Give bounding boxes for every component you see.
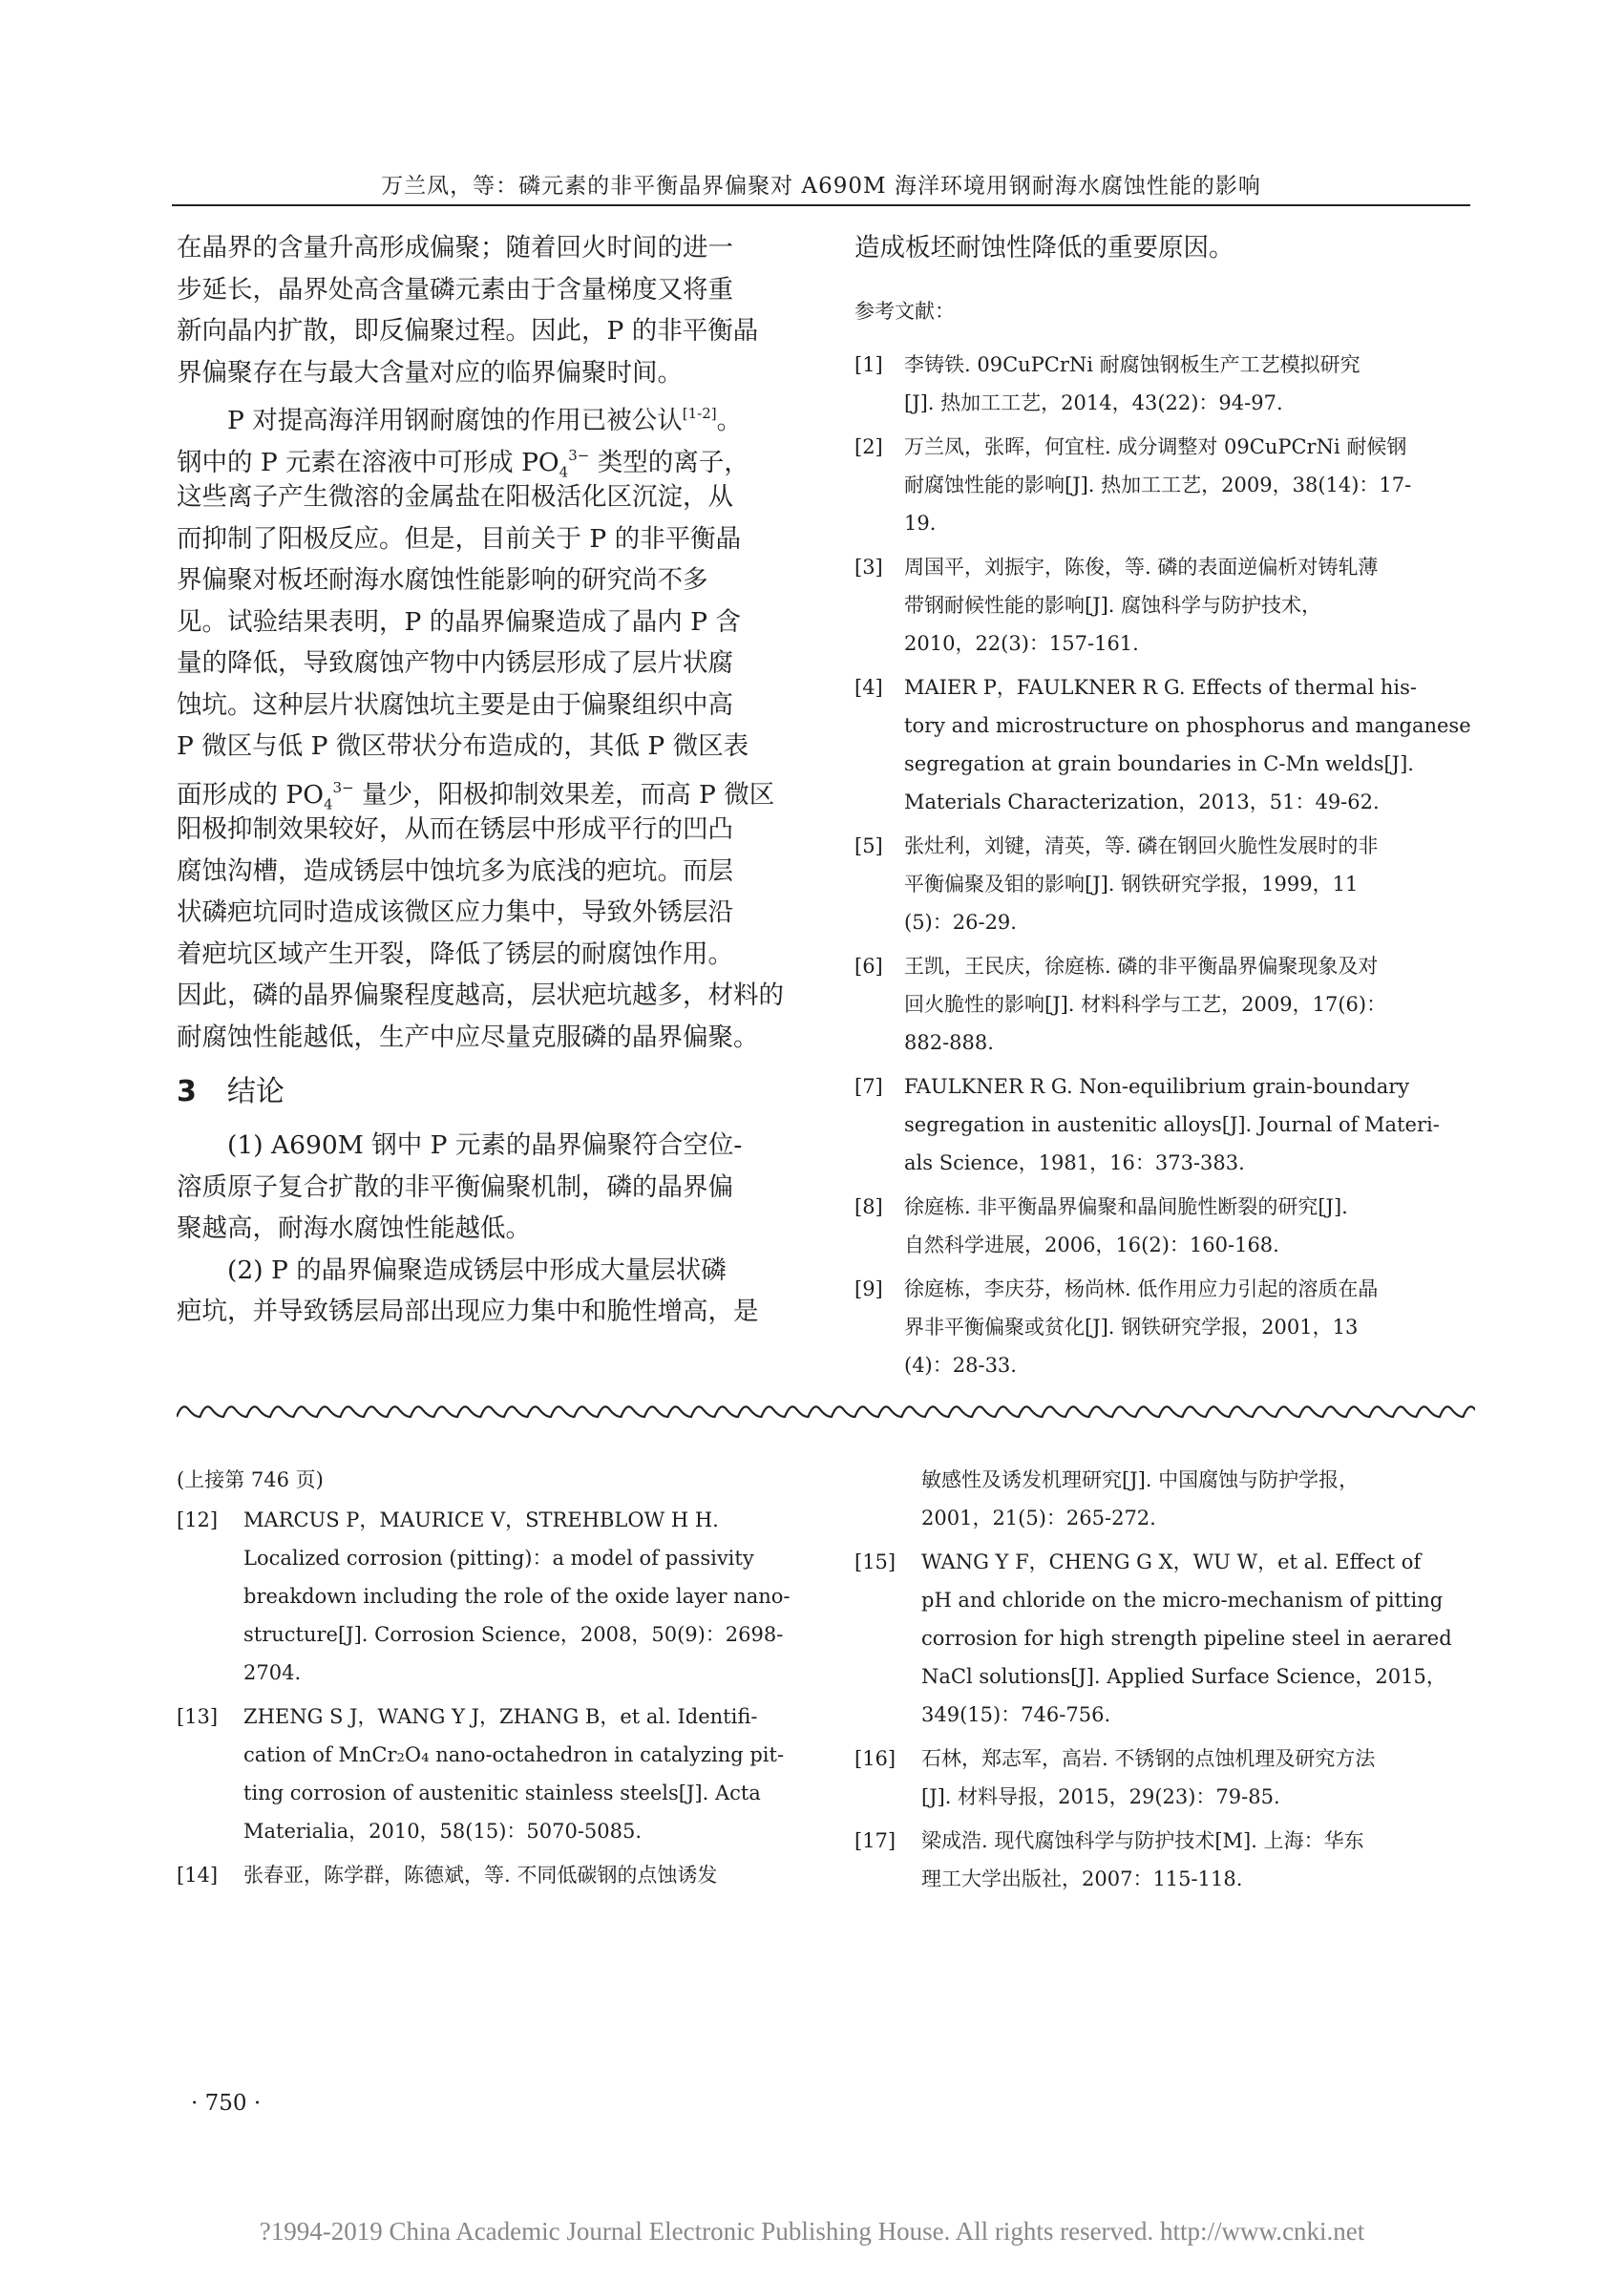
reference-line: cation of MnCr₂O₄ nano-octahedron in catalyzing pit- (243, 1743, 785, 1766)
reference-line: 石林，郑志军，高岩. 不锈钢的点蚀机理及研究方法 (921, 1747, 1376, 1770)
reference-line: 张春亚，陈学群，陈德斌，等. 不同低碳钢的点蚀诱发 (243, 1864, 718, 1887)
reference-line: 2010，22(3)：157-161. (904, 631, 1139, 655)
reference-text (904, 668, 1475, 821)
reference-item (854, 1270, 1475, 1384)
reference-number: [4] (854, 675, 883, 699)
reference-line: WANG Y F，CHENG G X，WU W，et al. Effect of (921, 1550, 1422, 1573)
reference-item (854, 1067, 1475, 1182)
reference-line: segregation at grain boundaries in C-Mn welds[J]. (904, 751, 1414, 775)
reference-line: NaCl solutions[J]. Applied Surface Science，2015， (921, 1665, 1446, 1688)
reference-text (243, 1698, 807, 1850)
text-line: 腐蚀沟槽，造成锈层中蚀坑多为底浅的疤坑。而层 (177, 855, 733, 886)
reference-text (243, 1856, 807, 1894)
reference-line: ting corrosion of austenitic stainless steels[J]. Acta (243, 1782, 761, 1804)
reference-number: [1] (854, 352, 883, 376)
reference-number: [15] (854, 1550, 896, 1573)
text-line: 界偏聚对板坯耐海水腐蚀性能影响的研究尚不多 (177, 565, 708, 595)
lower-right-column (854, 1461, 1475, 1904)
reference-line: 徐庭栋. 非平衡晶界偏聚和晶间脆性断裂的研究[J]. (904, 1194, 1348, 1218)
reference-line: MAIER P，FAULKNER R G. Effects of thermal his- (904, 675, 1417, 699)
reference-number: [6] (854, 954, 883, 978)
reference-item (854, 428, 1475, 542)
reference-line: segregation in austenitic alloys[J]. Journal of Materi- (904, 1112, 1440, 1136)
reference-line: 耐腐蚀性能的影响[J]. 热加工工艺，2009，38(14)：17- (904, 473, 1412, 496)
reference-text (921, 1461, 1475, 1537)
text-line: 这些离子产生微溶的金属盐在阳极活化区沉淀，从 (177, 482, 733, 512)
text-line: 聚越高，耐海水腐蚀性能越低。 (177, 1213, 531, 1243)
reference-line: 2704. (243, 1661, 302, 1684)
conclusion-1 (177, 1125, 807, 1250)
reference-number: [7] (854, 1074, 883, 1098)
subscript: 4 (323, 794, 333, 812)
header-rule (172, 204, 1470, 206)
reference-line: Materialia，2010，58(15)：5070-5085. (243, 1820, 643, 1843)
text-segment: 类型的离子， (589, 447, 749, 477)
text-segment: 。 (716, 406, 743, 435)
reference-line: (5)：26-29. (904, 910, 1017, 934)
reference-number-spacer (854, 1461, 921, 1537)
reference-item (854, 1822, 1475, 1898)
reference-text (904, 428, 1475, 542)
reference-item (177, 1698, 807, 1850)
running-header: 万兰凤，等：磷元素的非平衡晶界偏聚对 A690M 海洋环境用钢耐海水腐蚀性能的影响 (381, 174, 1261, 199)
reference-line: [J]. 热加工工艺，2014，43(22)：94-97. (904, 390, 1283, 414)
text-line: 在晶界的含量升高形成偏聚；随着回火时间的进一 (177, 233, 733, 263)
page-number: · 750 · (191, 2091, 262, 2116)
text-segment: 面形成的 PO (177, 779, 324, 810)
reference-item (854, 1188, 1475, 1264)
right-column (854, 227, 1475, 1390)
text-line: P 微区与低 P 微区带状分布造成的，其低 P 微区表 (177, 731, 749, 761)
section-heading (177, 1071, 807, 1113)
reference-line: 周国平，刘振宇，陈俊，等. 磷的表面逆偏析对铸轧薄 (904, 555, 1379, 579)
left-column (177, 227, 807, 1333)
reference-line: 回火脆性的影响[J]. 材料科学与工艺，2009，17(6)： (904, 992, 1387, 1016)
text-segment: P 对提高海洋用钢耐腐蚀的作用已被公认 (227, 406, 683, 435)
reference-text (904, 1067, 1475, 1182)
reference-text (904, 1188, 1475, 1264)
reference-line: Localized corrosion (pitting)：a model of passivity (243, 1547, 754, 1570)
reference-line: pH and chloride on the micro-mechanism of pitting (921, 1589, 1444, 1612)
text-line: 溶质原子复合扩散的非平衡偏聚机制，磷的晶界偏 (177, 1171, 733, 1202)
text-line (177, 435, 807, 480)
text-line: 造成板坯耐蚀性降低的重要原因。 (854, 233, 1234, 263)
reference-text (904, 346, 1475, 422)
reference-line: 万兰凤，张晖，何宜柱. 成分调整对 09CuPCrNi 耐候钢 (904, 434, 1407, 458)
reference-line: 张灶利，刘键，清英，等. 磷在钢回火脆性发展时的非 (904, 833, 1379, 857)
section-number: 3 (177, 1075, 197, 1108)
reference-item (177, 1501, 807, 1692)
reference-text (921, 1740, 1475, 1816)
reference-line: breakdown including the role of the oxide layer nano- (243, 1585, 791, 1608)
reference-line: FAULKNER R G. Non-equilibrium grain-boundary (904, 1074, 1410, 1098)
reference-number: [13] (177, 1705, 219, 1728)
citation: [1-2] (682, 405, 717, 422)
reference-line: [J]. 材料导报，2015，29(23)：79-85. (921, 1785, 1280, 1808)
reference-line: tory and microstructure on phosphorus and manganese (904, 713, 1471, 737)
text-line: 而抑制了阳极反应。但是，目前关于 P 的非平衡晶 (177, 523, 742, 554)
reference-line: MARCUS P，MAURICE V，STREHBLOW H H. (243, 1508, 719, 1531)
references-heading: 参考文献： (854, 299, 955, 323)
lower-left-column (177, 1461, 807, 1900)
reference-line: 李铸铁. 09CuPCrNi 耐腐蚀钢板生产工艺模拟研究 (904, 352, 1360, 376)
text-line: 因此，磷的晶界偏聚程度越高，层状疤坑越多，材料的 (177, 981, 784, 1010)
reference-line: 2001，21(5)：265-272. (921, 1507, 1156, 1529)
section-title: 结论 (226, 1075, 285, 1108)
text-line: 状磷疤坑同时造成该微区应力集中，导致外锈层沿 (177, 897, 733, 927)
reference-item (854, 548, 1475, 663)
reference-line: (4)：28-33. (904, 1353, 1017, 1377)
superscript: 3− (568, 446, 590, 464)
text-line (177, 768, 807, 810)
text-line: 见。试验结果表明，P 的晶界偏聚造成了晶内 P 含 (177, 606, 741, 637)
text-line: 步延长，晶界处高含量磷元素由于含量梯度又将重 (177, 274, 733, 305)
text-segment: 量少，阳极抑制效果差，而高 P 微区 (353, 779, 775, 810)
reference-item (854, 346, 1475, 422)
reference-number: [14] (177, 1864, 219, 1887)
reference-line: 梁成浩. 现代腐蚀科学与防护技术[M]. 上海：华东 (921, 1829, 1364, 1852)
reference-line: 自然科学进展，2006，16(2)：160-168. (904, 1233, 1279, 1256)
reference-list-continued (854, 1461, 1475, 1898)
reference-line: 19. (904, 511, 937, 535)
reference-number: [16] (854, 1747, 896, 1770)
reference-line: Materials Characterization，2013，51：49-62. (904, 790, 1380, 813)
reference-text (921, 1822, 1475, 1898)
reference-line: 界非平衡偏聚或贫化[J]. 钢铁研究学报，2001，13 (904, 1315, 1359, 1339)
reference-text (904, 548, 1475, 663)
text-line: 蚀坑。这种层片状腐蚀坑主要是由于偏聚组织中高 (177, 689, 733, 720)
text-line: (1) A690M 钢中 P 元素的晶界偏聚符合空位- (227, 1130, 743, 1160)
reference-item (177, 1856, 807, 1894)
copyright-footer: ?1994-2019 China Academic Journal Electronic Publishing House. All rights reserved. http://www.cnki.net (259, 2217, 1365, 2246)
conclusion-2-end (854, 227, 1475, 269)
reference-number: [8] (854, 1194, 883, 1218)
reference-number: [17] (854, 1829, 896, 1852)
text-line (177, 393, 807, 435)
reference-list (854, 346, 1475, 1384)
text-line: 界偏聚存在与最大含量对应的临界偏聚时间。 (177, 357, 683, 388)
reference-text (243, 1501, 807, 1692)
reference-line: 349(15)：746-756. (921, 1703, 1111, 1726)
reference-line: 882-888. (904, 1030, 994, 1054)
paragraph-2 (177, 393, 807, 1058)
reference-number: [3] (854, 555, 883, 579)
reference-text (904, 947, 1475, 1062)
text-line: (2) P 的晶界偏聚造成锈层中形成大量层状磷 (227, 1255, 727, 1285)
text-line: 阳极抑制效果较好，从而在锈层中形成平行的凹凸 (177, 814, 733, 844)
reference-text (921, 1543, 1475, 1734)
reference-line: ZHENG S J，WANG Y J，ZHANG B，et al. Identifi- (243, 1705, 758, 1728)
reference-item (854, 1740, 1475, 1816)
superscript: 3− (332, 778, 354, 796)
reference-continuation (854, 1461, 1475, 1537)
reference-line: 敏感性及诱发机理研究[J]. 中国腐蚀与防护学报， (921, 1468, 1360, 1491)
reference-line: 理工大学出版社，2007：115-118. (921, 1867, 1243, 1890)
reference-item (854, 668, 1475, 821)
reference-number: [2] (854, 434, 883, 458)
subscript: 4 (559, 462, 569, 480)
reference-number: [9] (854, 1276, 883, 1300)
reference-item (854, 1543, 1475, 1734)
reference-line: als Science，1981，16：373-383. (904, 1150, 1245, 1174)
text-line: 着疤坑区域产生开裂，降低了锈层的耐腐蚀作用。 (177, 939, 733, 969)
reference-list-continued (177, 1501, 807, 1894)
text-line: 量的降低，导致腐蚀产物中内锈层形成了层片状腐 (177, 648, 733, 678)
reference-line: structure[J]. Corrosion Science，2008，50(9)：2698- (243, 1623, 784, 1646)
reference-text (904, 1270, 1475, 1384)
reference-number: [5] (854, 833, 883, 857)
text-line: 新向晶内扩散，即反偏聚过程。因此，P 的非平衡晶 (177, 316, 759, 346)
reference-line: 王凯，王民庆，徐庭栋. 磷的非平衡晶界偏聚现象及对 (904, 954, 1379, 978)
reference-line: 徐庭栋，李庆芬，杨尚林. 低作用应力引起的溶质在晶 (904, 1276, 1379, 1300)
conclusion-2 (177, 1250, 807, 1333)
text-segment: 钢中的 P 元素在溶液中可形成 PO (177, 447, 559, 477)
continued-note: (上接第 746 页) (177, 1468, 324, 1491)
reference-item (854, 947, 1475, 1062)
reference-item (854, 827, 1475, 941)
text-line: 耐腐蚀性能越低，生产中应尽量克服磷的晶界偏聚。 (177, 1022, 759, 1052)
wavy-divider (177, 1400, 1475, 1424)
reference-text (904, 827, 1475, 941)
reference-number: [12] (177, 1508, 219, 1531)
text-line: 疤坑，并导致锈层局部出现应力集中和脆性增高，是 (177, 1297, 759, 1326)
paragraph-1 (177, 227, 807, 393)
reference-line: 平衡偏聚及钼的影响[J]. 钢铁研究学报，1999，11 (904, 872, 1359, 896)
reference-line: 带钢耐候性能的影响[J]. 腐蚀科学与防护技术， (904, 593, 1322, 617)
reference-line: corrosion for high strength pipeline steel in aerared (921, 1627, 1452, 1650)
